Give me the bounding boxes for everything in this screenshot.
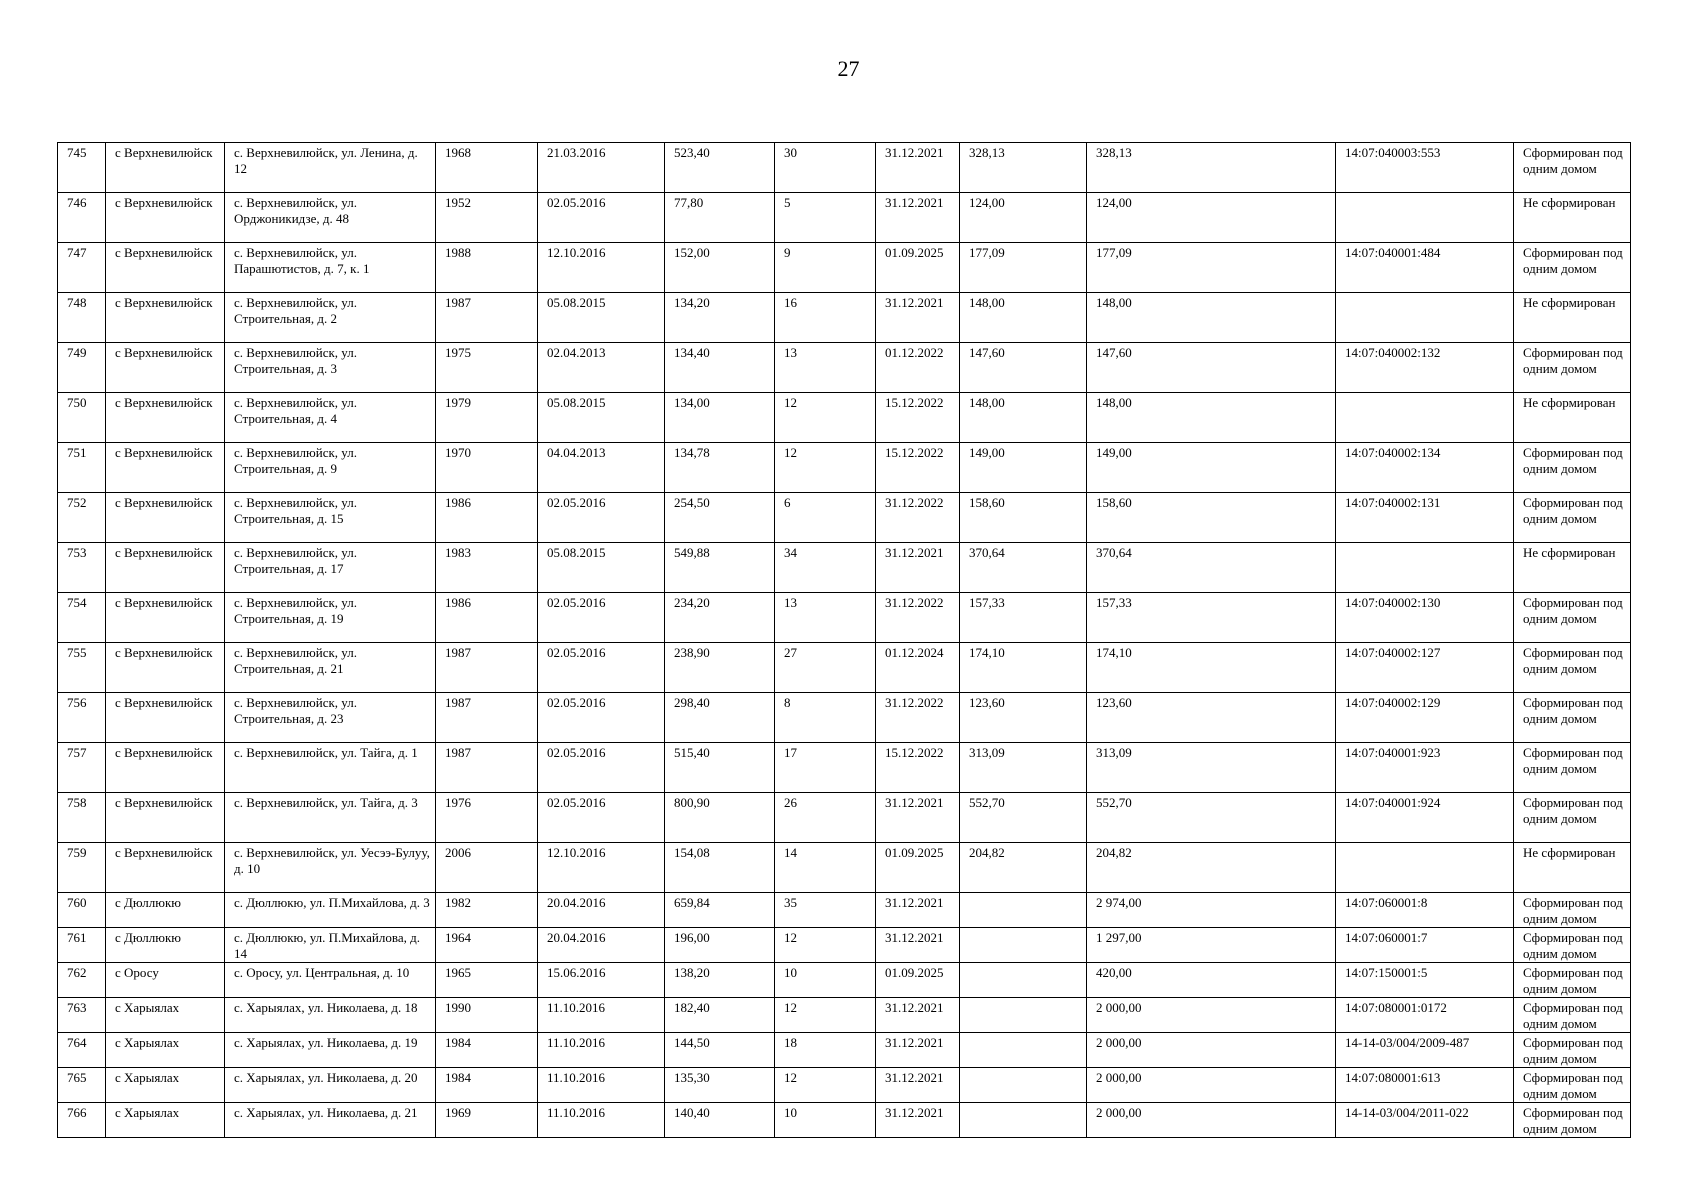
table-row — [58, 963, 1631, 998]
cell-land-area-planned — [960, 893, 1087, 928]
cell-row-number: 745 — [58, 143, 106, 193]
cell-area: 238,90 — [665, 643, 775, 693]
cell-area: 234,20 — [665, 593, 775, 643]
cell-area: 182,40 — [665, 998, 775, 1033]
cell-cadastral-number — [1336, 293, 1514, 343]
cell-land-area: 204,82 — [1087, 843, 1336, 893]
cell-land-area: 313,09 — [1087, 743, 1336, 793]
cell-cadastral-number: 14:07:080001:0172 — [1336, 998, 1514, 1033]
cell-land-area-planned: 174,10 — [960, 643, 1087, 693]
table-row — [58, 443, 1631, 493]
cell-row-number: 761 — [58, 928, 106, 963]
cell-residents: 35 — [775, 893, 876, 928]
cell-residents: 13 — [775, 343, 876, 393]
cell-row-number: 747 — [58, 243, 106, 293]
cell-land-area-planned: 148,00 — [960, 293, 1087, 343]
cell-area: 138,20 — [665, 963, 775, 998]
cell-year-built: 1982 — [436, 893, 538, 928]
cell-cadastral-number: 14:07:040002:132 — [1336, 343, 1514, 393]
cell-address: с. Верхневилюйск, ул. Строительная, д. 23 — [225, 693, 436, 743]
cell-cadastral-number — [1336, 543, 1514, 593]
table-row — [58, 1068, 1631, 1103]
cell-residents: 10 — [775, 1103, 876, 1138]
cell-address: с. Оросу, ул. Центральная, д. 10 — [225, 963, 436, 998]
cell-settlement: с Верхневилюйск — [106, 343, 225, 393]
cell-address: с. Дюллюкю, ул. П.Михайлова, д. 14 — [225, 928, 436, 963]
cell-land-area-planned: 177,09 — [960, 243, 1087, 293]
cell-year-built: 1965 — [436, 963, 538, 998]
cell-address: с. Верхневилюйск, ул. Уесээ-Булуу, д. 10 — [225, 843, 436, 893]
cell-land-area: 148,00 — [1087, 293, 1336, 343]
cell-deadline-date: 31.12.2021 — [876, 893, 960, 928]
cell-deadline-date: 31.12.2021 — [876, 193, 960, 243]
cell-land-area-planned: 204,82 — [960, 843, 1087, 893]
cell-address: с. Верхневилюйск, ул. Строительная, д. 17 — [225, 543, 436, 593]
cell-address: с. Верхневилюйск, ул. Строительная, д. 3 — [225, 343, 436, 393]
cell-cadastral-number: 14:07:040003:553 — [1336, 143, 1514, 193]
cell-settlement: с Верхневилюйск — [106, 193, 225, 243]
housing-registry-table — [57, 142, 1631, 1138]
cell-cadastral-number — [1336, 193, 1514, 243]
cell-row-number: 758 — [58, 793, 106, 843]
cell-area: 77,80 — [665, 193, 775, 243]
cell-address: с. Верхневилюйск, ул. Парашютистов, д. 7, к. 1 — [225, 243, 436, 293]
cell-land-status: Сформирован под одним домом — [1514, 243, 1631, 293]
cell-date: 02.05.2016 — [538, 793, 665, 843]
cell-land-area-planned — [960, 1103, 1087, 1138]
table-row — [58, 243, 1631, 293]
cell-land-status: Сформирован под одним домом — [1514, 793, 1631, 843]
cell-land-status: Сформирован под одним домом — [1514, 143, 1631, 193]
cell-land-area-planned: 158,60 — [960, 493, 1087, 543]
cell-year-built: 1970 — [436, 443, 538, 493]
cell-year-built: 1986 — [436, 493, 538, 543]
cell-row-number: 749 — [58, 343, 106, 393]
cell-land-status: Не сформирован — [1514, 193, 1631, 243]
cell-area: 298,40 — [665, 693, 775, 743]
cell-cadastral-number: 14:07:040001:923 — [1336, 743, 1514, 793]
cell-year-built: 1968 — [436, 143, 538, 193]
cell-land-area: 149,00 — [1087, 443, 1336, 493]
cell-row-number: 746 — [58, 193, 106, 243]
cell-date: 05.08.2015 — [538, 393, 665, 443]
cell-row-number: 764 — [58, 1033, 106, 1068]
cell-residents: 34 — [775, 543, 876, 593]
cell-year-built: 2006 — [436, 843, 538, 893]
cell-date: 20.04.2016 — [538, 893, 665, 928]
cell-land-area-planned: 157,33 — [960, 593, 1087, 643]
cell-land-status: Сформирован под одним домом — [1514, 443, 1631, 493]
table-row — [58, 1103, 1631, 1138]
cell-land-area: 124,00 — [1087, 193, 1336, 243]
cell-settlement: с Харыялах — [106, 1033, 225, 1068]
cell-cadastral-number — [1336, 393, 1514, 443]
table-row — [58, 843, 1631, 893]
cell-land-status: Сформирован под одним домом — [1514, 963, 1631, 998]
cell-year-built: 1969 — [436, 1103, 538, 1138]
cell-deadline-date: 01.09.2025 — [876, 243, 960, 293]
cell-residents: 17 — [775, 743, 876, 793]
cell-year-built: 1976 — [436, 793, 538, 843]
cell-date: 02.05.2016 — [538, 643, 665, 693]
cell-settlement: с Оросу — [106, 963, 225, 998]
cell-land-area: 2 000,00 — [1087, 1103, 1336, 1138]
cell-settlement: с Верхневилюйск — [106, 793, 225, 843]
cell-residents: 13 — [775, 593, 876, 643]
cell-residents: 26 — [775, 793, 876, 843]
cell-land-status: Не сформирован — [1514, 543, 1631, 593]
cell-land-status: Сформирован под одним домом — [1514, 1033, 1631, 1068]
cell-settlement: с Верхневилюйск — [106, 543, 225, 593]
cell-date: 12.10.2016 — [538, 243, 665, 293]
cell-row-number: 766 — [58, 1103, 106, 1138]
cell-land-area-planned — [960, 1068, 1087, 1103]
cell-cadastral-number: 14:07:040002:131 — [1336, 493, 1514, 543]
cell-land-area-planned: 147,60 — [960, 343, 1087, 393]
cell-land-area: 174,10 — [1087, 643, 1336, 693]
cell-row-number: 751 — [58, 443, 106, 493]
cell-land-status: Не сформирован — [1514, 393, 1631, 443]
table-row — [58, 493, 1631, 543]
cell-area: 549,88 — [665, 543, 775, 593]
cell-date: 02.05.2016 — [538, 493, 665, 543]
cell-land-area: 370,64 — [1087, 543, 1336, 593]
cell-land-status: Не сформирован — [1514, 843, 1631, 893]
table-row — [58, 343, 1631, 393]
cell-date: 02.05.2016 — [538, 593, 665, 643]
cell-deadline-date: 01.09.2025 — [876, 843, 960, 893]
cell-address: с. Харыялах, ул. Николаева, д. 19 — [225, 1033, 436, 1068]
table-row — [58, 393, 1631, 443]
cell-row-number: 748 — [58, 293, 106, 343]
cell-land-area-planned — [960, 998, 1087, 1033]
cell-land-area: 123,60 — [1087, 693, 1336, 743]
cell-area: 134,40 — [665, 343, 775, 393]
cell-year-built: 1979 — [436, 393, 538, 443]
cell-residents: 12 — [775, 1068, 876, 1103]
cell-residents: 16 — [775, 293, 876, 343]
cell-area: 134,20 — [665, 293, 775, 343]
cell-date: 21.03.2016 — [538, 143, 665, 193]
cell-row-number: 757 — [58, 743, 106, 793]
cell-row-number: 756 — [58, 693, 106, 743]
cell-cadastral-number: 14:07:040001:484 — [1336, 243, 1514, 293]
cell-address: с. Верхневилюйск, ул. Орджоникидзе, д. 48 — [225, 193, 436, 243]
cell-year-built: 1987 — [436, 743, 538, 793]
cell-land-status: Сформирован под одним домом — [1514, 643, 1631, 693]
cell-row-number: 760 — [58, 893, 106, 928]
cell-land-area: 420,00 — [1087, 963, 1336, 998]
cell-land-area-planned: 328,13 — [960, 143, 1087, 193]
cell-area: 800,90 — [665, 793, 775, 843]
cell-deadline-date: 31.12.2021 — [876, 543, 960, 593]
cell-deadline-date: 31.12.2022 — [876, 693, 960, 743]
cell-year-built: 1984 — [436, 1068, 538, 1103]
cell-settlement: с Верхневилюйск — [106, 843, 225, 893]
cell-settlement: с Дюллюкю — [106, 893, 225, 928]
cell-year-built: 1988 — [436, 243, 538, 293]
cell-address: с. Харыялах, ул. Николаева, д. 20 — [225, 1068, 436, 1103]
cell-deadline-date: 15.12.2022 — [876, 743, 960, 793]
cell-deadline-date: 01.09.2025 — [876, 963, 960, 998]
cell-cadastral-number: 14:07:060001:7 — [1336, 928, 1514, 963]
cell-row-number: 750 — [58, 393, 106, 443]
cell-deadline-date: 31.12.2022 — [876, 493, 960, 543]
cell-address: с. Верхневилюйск, ул. Строительная, д. 4 — [225, 393, 436, 443]
cell-row-number: 754 — [58, 593, 106, 643]
page-number: 27 — [837, 56, 860, 81]
cell-deadline-date: 31.12.2022 — [876, 593, 960, 643]
cell-settlement: с Верхневилюйск — [106, 743, 225, 793]
cell-land-area-planned: 552,70 — [960, 793, 1087, 843]
cell-cadastral-number: 14-14-03/004/2011-022 — [1336, 1103, 1514, 1138]
cell-row-number: 752 — [58, 493, 106, 543]
cell-address: с. Верхневилюйск, ул. Строительная, д. 19 — [225, 593, 436, 643]
cell-land-area-planned — [960, 928, 1087, 963]
cell-cadastral-number: 14:07:040002:130 — [1336, 593, 1514, 643]
cell-area: 523,40 — [665, 143, 775, 193]
cell-area: 134,78 — [665, 443, 775, 493]
cell-land-status: Сформирован под одним домом — [1514, 343, 1631, 393]
cell-year-built: 1975 — [436, 343, 538, 393]
cell-residents: 18 — [775, 1033, 876, 1068]
cell-date: 02.05.2016 — [538, 693, 665, 743]
cell-land-area: 157,33 — [1087, 593, 1336, 643]
cell-cadastral-number: 14:07:150001:5 — [1336, 963, 1514, 998]
cell-settlement: с Верхневилюйск — [106, 443, 225, 493]
cell-settlement: с Верхневилюйск — [106, 643, 225, 693]
cell-deadline-date: 31.12.2021 — [876, 793, 960, 843]
cell-land-area: 2 974,00 — [1087, 893, 1336, 928]
table-row — [58, 998, 1631, 1033]
cell-settlement: с Верхневилюйск — [106, 293, 225, 343]
cell-area: 144,50 — [665, 1033, 775, 1068]
cell-date: 11.10.2016 — [538, 998, 665, 1033]
cell-land-status: Сформирован под одним домом — [1514, 693, 1631, 743]
cell-land-area: 158,60 — [1087, 493, 1336, 543]
cell-land-area-planned — [960, 963, 1087, 998]
table-row — [58, 928, 1631, 963]
table-row — [58, 593, 1631, 643]
cell-area: 134,00 — [665, 393, 775, 443]
cell-residents: 27 — [775, 643, 876, 693]
cell-address: с. Верхневилюйск, ул. Строительная, д. 15 — [225, 493, 436, 543]
cell-year-built: 1987 — [436, 693, 538, 743]
cell-deadline-date: 31.12.2021 — [876, 928, 960, 963]
table-row — [58, 893, 1631, 928]
cell-land-area: 177,09 — [1087, 243, 1336, 293]
cell-date: 11.10.2016 — [538, 1103, 665, 1138]
cell-date: 05.08.2015 — [538, 293, 665, 343]
cell-address: с. Верхневилюйск, ул. Строительная, д. 9 — [225, 443, 436, 493]
table-row — [58, 143, 1631, 193]
table-row — [58, 643, 1631, 693]
cell-residents: 8 — [775, 693, 876, 743]
cell-land-status: Сформирован под одним домом — [1514, 1103, 1631, 1138]
cell-deadline-date: 01.12.2022 — [876, 343, 960, 393]
cell-land-area-planned: 123,60 — [960, 693, 1087, 743]
cell-land-status: Сформирован под одним домом — [1514, 593, 1631, 643]
cell-settlement: с Верхневилюйск — [106, 143, 225, 193]
cell-land-area: 1 297,00 — [1087, 928, 1336, 963]
cell-address: с. Верхневилюйск, ул. Ленина, д. 12 — [225, 143, 436, 193]
cell-area: 196,00 — [665, 928, 775, 963]
table-row — [58, 1033, 1631, 1068]
cell-row-number: 755 — [58, 643, 106, 693]
cell-year-built: 1964 — [436, 928, 538, 963]
cell-settlement: с Харыялах — [106, 998, 225, 1033]
cell-settlement: с Верхневилюйск — [106, 593, 225, 643]
cell-land-status: Сформирован под одним домом — [1514, 493, 1631, 543]
cell-land-area-planned: 313,09 — [960, 743, 1087, 793]
cell-land-area-planned: 149,00 — [960, 443, 1087, 493]
cell-cadastral-number: 14-14-03/004/2009-487 — [1336, 1033, 1514, 1068]
cell-land-area: 147,60 — [1087, 343, 1336, 393]
cell-deadline-date: 31.12.2021 — [876, 293, 960, 343]
cell-residents: 12 — [775, 928, 876, 963]
cell-residents: 30 — [775, 143, 876, 193]
cell-settlement: с Харыялах — [106, 1068, 225, 1103]
cell-land-area: 2 000,00 — [1087, 1068, 1336, 1103]
cell-area: 135,30 — [665, 1068, 775, 1103]
cell-date: 02.05.2016 — [538, 193, 665, 243]
cell-area: 152,00 — [665, 243, 775, 293]
cell-residents: 5 — [775, 193, 876, 243]
cell-deadline-date: 01.12.2024 — [876, 643, 960, 693]
cell-date: 02.04.2013 — [538, 343, 665, 393]
table-row — [58, 293, 1631, 343]
cell-land-area: 552,70 — [1087, 793, 1336, 843]
cell-year-built: 1990 — [436, 998, 538, 1033]
cell-date: 05.08.2015 — [538, 543, 665, 593]
cell-land-area: 2 000,00 — [1087, 998, 1336, 1033]
cell-settlement: с Верхневилюйск — [106, 393, 225, 443]
cell-residents: 12 — [775, 393, 876, 443]
cell-cadastral-number: 14:07:040002:134 — [1336, 443, 1514, 493]
cell-land-area: 2 000,00 — [1087, 1033, 1336, 1068]
cell-deadline-date: 31.12.2021 — [876, 1033, 960, 1068]
cell-date: 04.04.2013 — [538, 443, 665, 493]
cell-row-number: 763 — [58, 998, 106, 1033]
cell-deadline-date: 15.12.2022 — [876, 393, 960, 443]
cell-land-area-planned: 370,64 — [960, 543, 1087, 593]
cell-cadastral-number: 14:07:040002:129 — [1336, 693, 1514, 743]
cell-settlement: с Дюллюкю — [106, 928, 225, 963]
cell-land-status: Сформирован под одним домом — [1514, 998, 1631, 1033]
cell-settlement: с Харыялах — [106, 1103, 225, 1138]
cell-cadastral-number: 14:07:040002:127 — [1336, 643, 1514, 693]
cell-year-built: 1983 — [436, 543, 538, 593]
cell-year-built: 1986 — [436, 593, 538, 643]
cell-date: 20.04.2016 — [538, 928, 665, 963]
cell-residents: 9 — [775, 243, 876, 293]
cell-row-number: 762 — [58, 963, 106, 998]
cell-land-status: Сформирован под одним домом — [1514, 743, 1631, 793]
cell-land-area: 328,13 — [1087, 143, 1336, 193]
cell-year-built: 1987 — [436, 293, 538, 343]
cell-area: 515,40 — [665, 743, 775, 793]
cell-land-area-planned — [960, 1033, 1087, 1068]
cell-area: 140,40 — [665, 1103, 775, 1138]
cell-deadline-date: 31.12.2021 — [876, 1068, 960, 1103]
cell-row-number: 759 — [58, 843, 106, 893]
cell-date: 15.06.2016 — [538, 963, 665, 998]
cell-residents: 6 — [775, 493, 876, 543]
table-row — [58, 743, 1631, 793]
cell-address: с. Верхневилюйск, ул. Тайга, д. 3 — [225, 793, 436, 843]
cell-date: 02.05.2016 — [538, 743, 665, 793]
cell-address: с. Дюллюкю, ул. П.Михайлова, д. 3 — [225, 893, 436, 928]
cell-land-status: Не сформирован — [1514, 293, 1631, 343]
cell-land-status: Сформирован под одним домом — [1514, 1068, 1631, 1103]
cell-address: с. Харыялах, ул. Николаева, д. 18 — [225, 998, 436, 1033]
cell-land-area: 148,00 — [1087, 393, 1336, 443]
cell-date: 12.10.2016 — [538, 843, 665, 893]
cell-year-built: 1984 — [436, 1033, 538, 1068]
cell-residents: 14 — [775, 843, 876, 893]
table-row — [58, 693, 1631, 743]
cell-settlement: с Верхневилюйск — [106, 493, 225, 543]
cell-address: с. Верхневилюйск, ул. Строительная, д. 2 — [225, 293, 436, 343]
cell-settlement: с Верхневилюйск — [106, 243, 225, 293]
cell-area: 254,50 — [665, 493, 775, 543]
cell-deadline-date: 15.12.2022 — [876, 443, 960, 493]
cell-settlement: с Верхневилюйск — [106, 693, 225, 743]
cell-cadastral-number: 14:07:060001:8 — [1336, 893, 1514, 928]
cell-land-status: Сформирован под одним домом — [1514, 893, 1631, 928]
cell-year-built: 1987 — [436, 643, 538, 693]
cell-land-area-planned: 148,00 — [960, 393, 1087, 443]
cell-area: 154,08 — [665, 843, 775, 893]
cell-date: 11.10.2016 — [538, 1033, 665, 1068]
cell-date: 11.10.2016 — [538, 1068, 665, 1103]
cell-land-status: Сформирован под одним домом — [1514, 928, 1631, 963]
cell-land-area-planned: 124,00 — [960, 193, 1087, 243]
table-row — [58, 193, 1631, 243]
cell-residents: 12 — [775, 998, 876, 1033]
cell-deadline-date: 31.12.2021 — [876, 143, 960, 193]
table-row — [58, 793, 1631, 843]
cell-address: с. Верхневилюйск, ул. Строительная, д. 21 — [225, 643, 436, 693]
cell-year-built: 1952 — [436, 193, 538, 243]
cell-cadastral-number: 14:07:080001:613 — [1336, 1068, 1514, 1103]
cell-cadastral-number: 14:07:040001:924 — [1336, 793, 1514, 843]
cell-residents: 10 — [775, 963, 876, 998]
cell-cadastral-number — [1336, 843, 1514, 893]
table-row — [58, 543, 1631, 593]
cell-row-number: 753 — [58, 543, 106, 593]
cell-row-number: 765 — [58, 1068, 106, 1103]
cell-deadline-date: 31.12.2021 — [876, 998, 960, 1033]
cell-address: с. Харыялах, ул. Николаева, д. 21 — [225, 1103, 436, 1138]
cell-deadline-date: 31.12.2021 — [876, 1103, 960, 1138]
cell-area: 659,84 — [665, 893, 775, 928]
cell-residents: 12 — [775, 443, 876, 493]
cell-address: с. Верхневилюйск, ул. Тайга, д. 1 — [225, 743, 436, 793]
